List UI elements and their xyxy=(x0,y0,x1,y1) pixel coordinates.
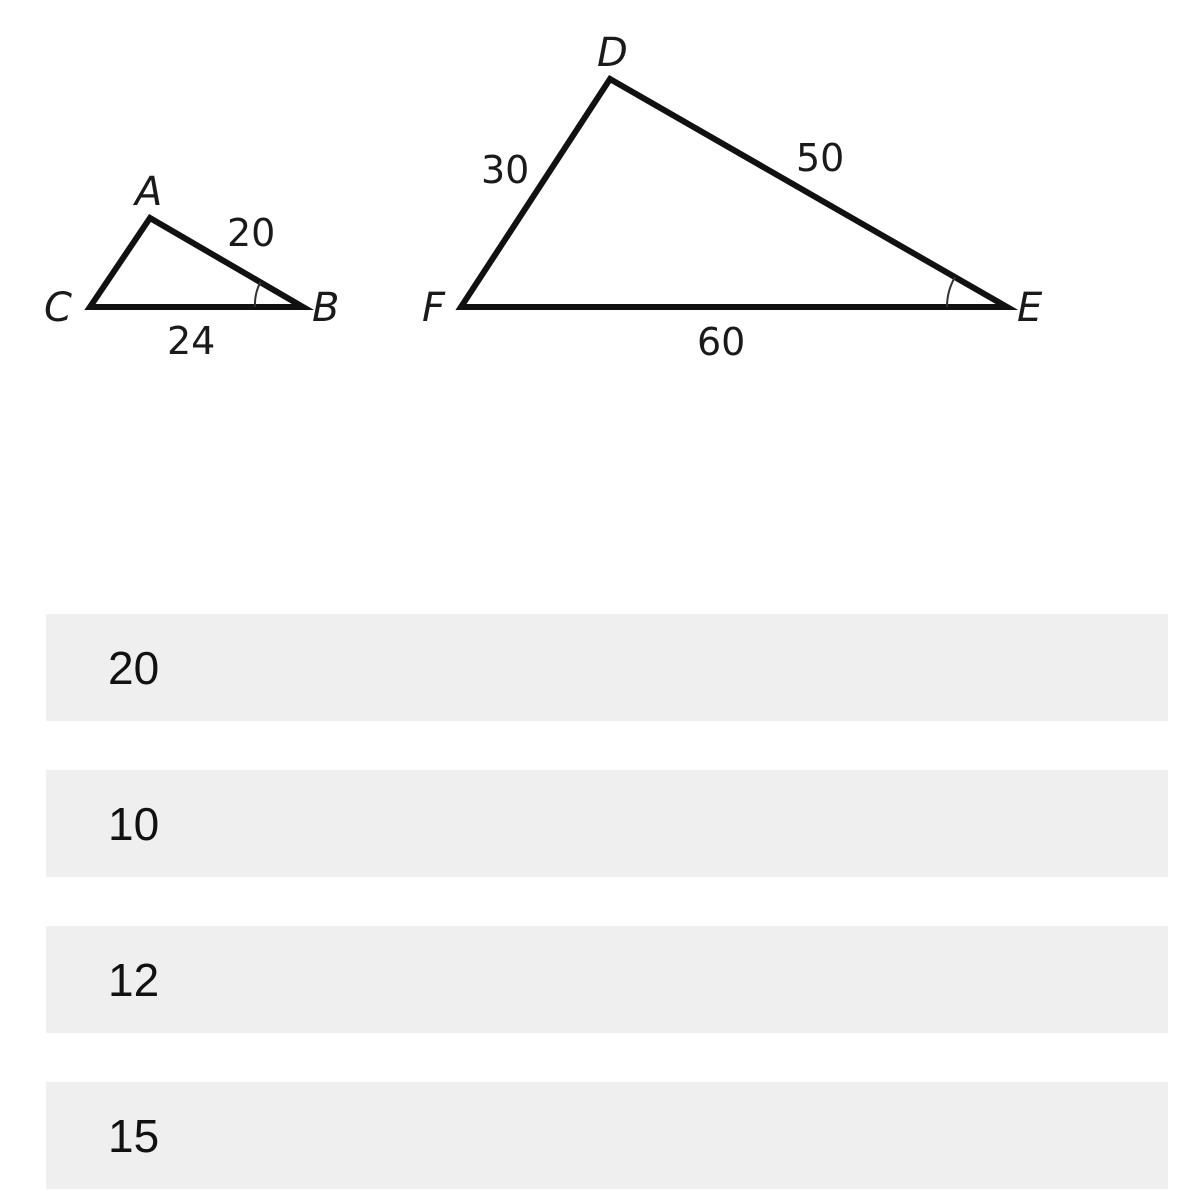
vertex-label-b: B xyxy=(312,285,340,331)
vertex-label-a: A xyxy=(135,169,163,215)
triangle-def xyxy=(422,30,1043,364)
answer-choice-2[interactable] xyxy=(46,770,1168,877)
vertex-label-c: C xyxy=(44,285,72,331)
triangle-def-outline xyxy=(461,79,1007,307)
answer-choice-4[interactable] xyxy=(46,1082,1168,1189)
answer-choice-label: 15 xyxy=(108,1109,160,1162)
side-label-fe: 60 xyxy=(697,320,746,364)
side-label-ab: 20 xyxy=(227,211,276,255)
triangle-abc xyxy=(44,169,339,363)
vertex-label-f: F xyxy=(422,285,446,331)
vertex-label-d: D xyxy=(597,30,628,76)
side-label-cb: 24 xyxy=(167,319,216,363)
vertex-label-e: E xyxy=(1017,285,1043,331)
angle-e-arc xyxy=(947,277,955,307)
answer-choice-3[interactable] xyxy=(46,926,1168,1033)
answer-choice-label: 10 xyxy=(108,797,160,850)
side-label-de: 50 xyxy=(796,136,845,180)
side-label-fd: 30 xyxy=(481,148,530,192)
angle-b-arc xyxy=(255,282,261,307)
triangles-diagram xyxy=(0,0,1192,420)
answer-choice-label: 20 xyxy=(108,641,160,694)
answer-choice-1[interactable] xyxy=(46,614,1168,721)
answer-choice-label: 12 xyxy=(108,953,160,1006)
similar-triangles-figure xyxy=(0,0,1192,420)
